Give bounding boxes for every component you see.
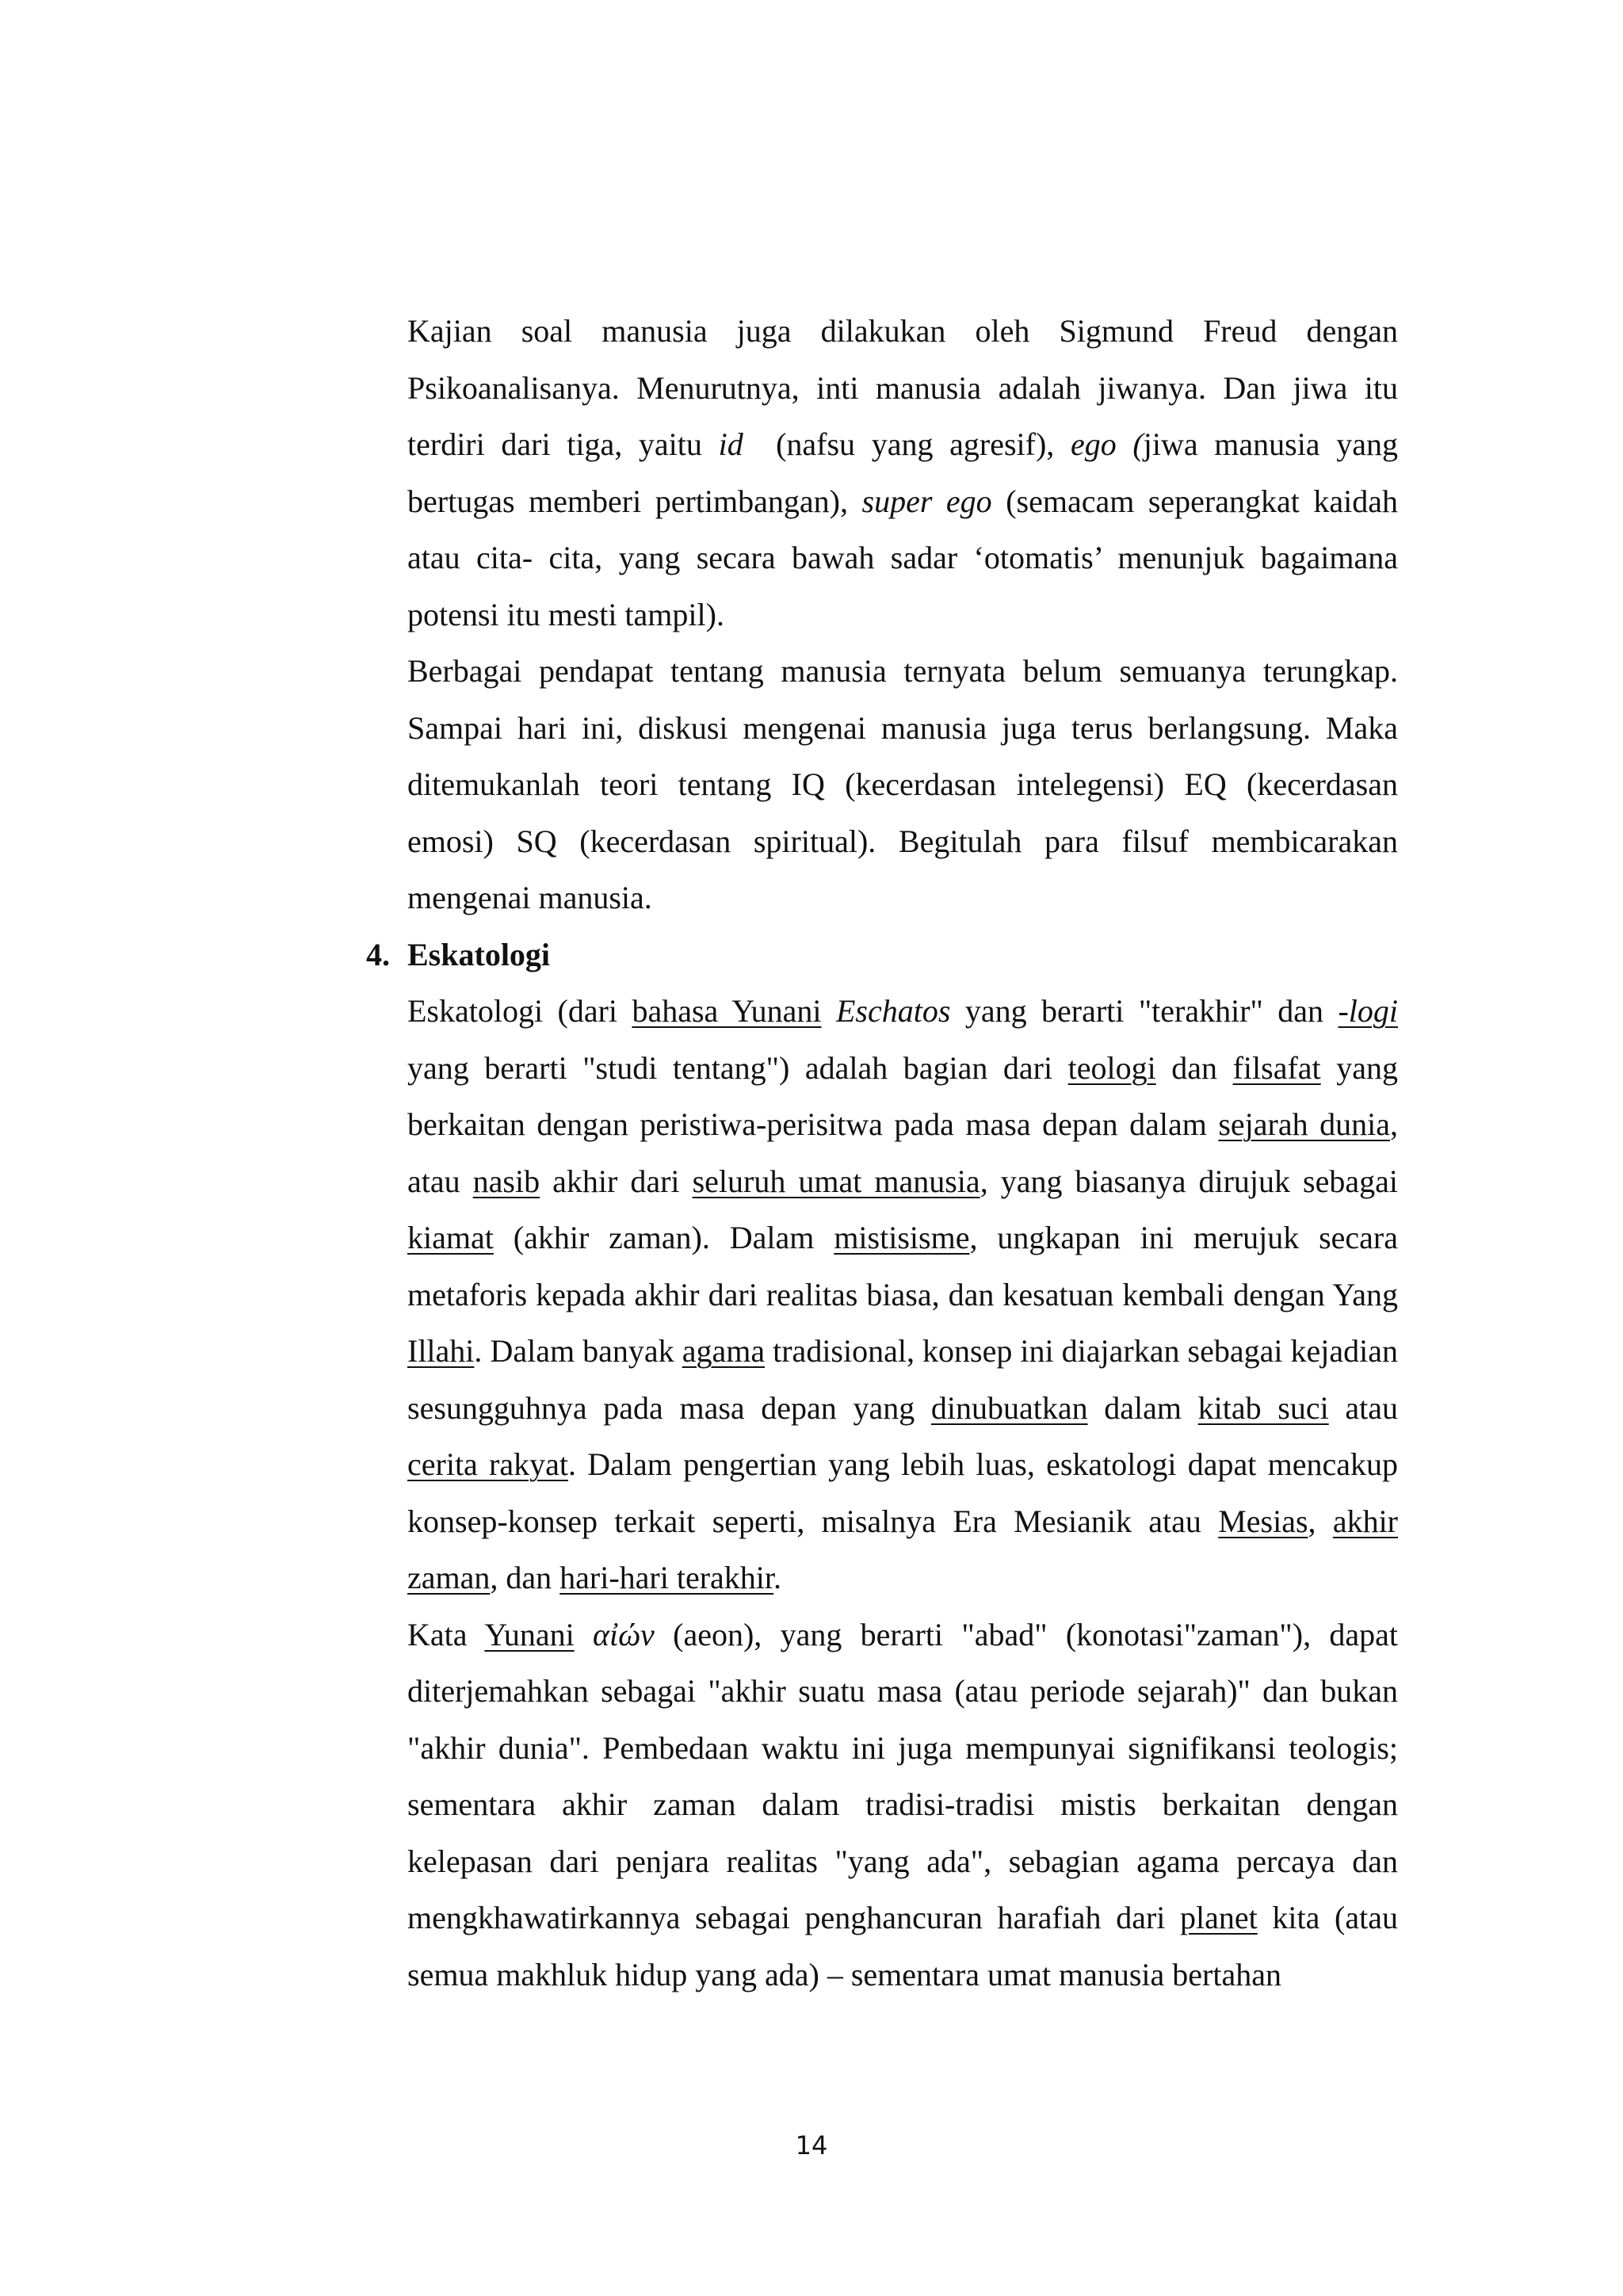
link-seluruh-umat-manusia[interactable]: seluruh umat manusia [692,1163,980,1199]
text-span: yang berarti "studi tentang") adalah bagian dari [407,1049,1068,1086]
text-span: Eskatologi (dari [407,993,632,1029]
text-span: Kata [407,1616,485,1652]
link-yunani[interactable]: Yunani [484,1616,575,1652]
paragraph-aeon [407,1606,1398,2004]
term-id: id [718,426,743,462]
text-span: Kajian soal manusia juga dilakukan oleh Sigmund Freud dengan Psikoanalisanya. Menurutnya, inti manusia adalah jiwanya. Dan jiwa itu terdiri dari tiga, yaitu [407,313,1398,462]
text-span: atau [1328,1389,1399,1426]
text-span: (akhir zaman). Dalam [493,1220,834,1255]
link-sejarah-dunia[interactable]: sejarah dunia [1218,1106,1390,1142]
text-span: . Dalam pengertian yang lebih luas, eskatologi dapat mencakup konsep-konsep terkait seperti, misalnya Era Mesianik atau [407,1446,1398,1539]
text-span: , [1308,1503,1333,1539]
paragraph-intelligence: Berbagai pendapat tentang manusia ternyata belum semuanya terungkap. Sampai hari ini, diskusi mengenai manusia juga terus berlangsung. Maka ditemukanlah teori tentang IQ (kecerdasan intelegensi) EQ (kecerdasan emosi) SQ (kecerdasan spiritual). Begitulah para filsuf membicarakan mengenai manusia. [407,653,1398,915]
page-number: 14 [795,2130,828,2160]
paragraph-freud [407,303,1398,643]
text-span [822,993,836,1029]
link-logi[interactable] [1338,993,1398,1029]
link-akhir-zaman[interactable]: akhir zaman [407,1503,1398,1595]
link-bahasa-yunani[interactable]: bahasa Yunani [632,993,822,1029]
term-eschatos: Eschatos [835,993,951,1029]
link-agama[interactable]: agama [682,1333,766,1369]
body-text [366,303,1399,2003]
link-planet[interactable]: planet [1180,1900,1258,1935]
link-nasib[interactable]: nasib [472,1163,540,1199]
term-super-ego: super ego [861,483,992,519]
link-illahi[interactable]: Illahi [407,1333,475,1369]
section-heading [366,926,1398,984]
text-span: . [773,1560,782,1595]
term-aion-greek: αἰών [593,1616,655,1652]
text-span: , ungkapan ini merujuk secara metaforis kepada akhir dari realitas biasa, dan kesatuan kembali dengan Yang [407,1220,1399,1312]
link-filsafat[interactable]: filsafat [1232,1049,1321,1086]
term-ego: ego ( [1070,426,1144,462]
paragraph-eschatology-definition [407,983,1398,1606]
link-dinubuatkan[interactable]: dinubuatkan [930,1389,1088,1426]
link-teologi[interactable]: teologi [1067,1049,1156,1086]
text-span: (nafsu yang agresif), [743,426,1071,462]
text-span: dalam [1087,1389,1198,1426]
text-span: . Dalam banyak [474,1333,682,1369]
text-span: , dan [490,1560,560,1595]
text-span: , yang biasanya dirujuk sebagai [980,1163,1399,1199]
link-logi-text: -logi [1338,993,1399,1029]
link-mesias[interactable]: Mesias [1218,1503,1308,1539]
section-number: 4. [366,936,390,972]
text-span: yang berarti "terakhir" dan [950,993,1338,1029]
link-hari-hari-terakhir[interactable]: hari-hari terakhir [559,1560,774,1595]
link-kiamat[interactable]: kiamat [407,1220,494,1255]
text-span: kita (atau semua makhluk hidup yang ada) – sementara umat manusia bertahan [407,1900,1399,1992]
text-span: jiwa manusia yang bertugas memberi pertimbangan), [407,426,1398,519]
link-mistisisme[interactable]: mistisisme [834,1220,970,1255]
text-span: , atau [407,1106,1398,1199]
section-title: Eskatologi [407,936,551,972]
text-span [575,1617,593,1652]
text-span: (semacam seperangkat kaidah atau cita- cita, yang secara bawah sadar ‘otomatis’ menunjuk bagaimana potensi itu mesti tampil). [407,483,1399,632]
text-span: tradisional, konsep ini diajarkan sebagai kejadian sesungguhnya pada masa depan yang [407,1333,1398,1426]
text-span: dan [1155,1049,1233,1086]
text-span: akhir dari [540,1163,693,1199]
link-cerita-rakyat[interactable]: cerita rakyat [407,1446,568,1482]
text-span: yang berkaitan dengan peristiwa-perisitwa pada masa depan dalam [407,1049,1398,1142]
text-span: (aeon), yang berarti "abad" (konotasi"zaman"), dapat diterjemahkan sebagai "akhir suatu masa (atau periode sejarah)" dan bukan "akhir dunia". Pembedaan waktu ini juga mempunyai signifikansi teologis; sementara akhir zaman dalam tradisi-tradisi mistis berkaitan dengan kelepasan dari penjara realitas "yang ada", sebagian agama percaya dan mengkhawatirkannya sebagai penghancuran harafiah dari [407,1616,1399,1935]
link-kitab-suci[interactable]: kitab suci [1197,1389,1329,1426]
